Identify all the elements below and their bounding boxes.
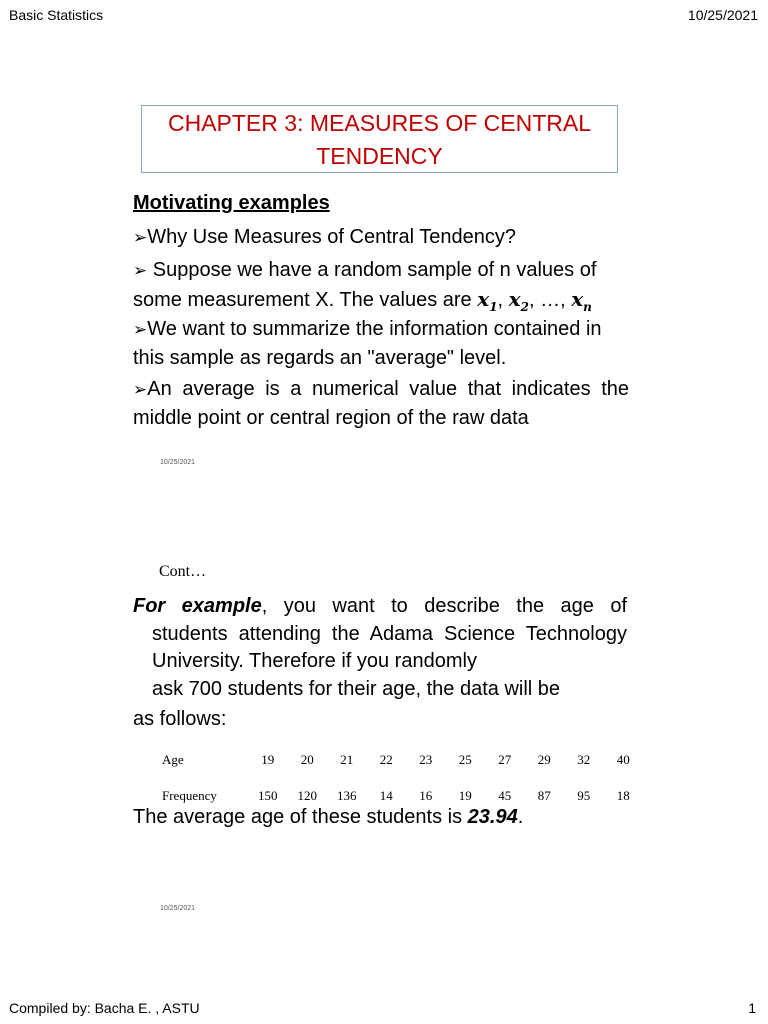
age-cell: 20 xyxy=(300,752,314,767)
frequency-cell: 14 xyxy=(379,788,393,803)
cont-label: Cont… xyxy=(159,563,207,580)
age-cell: 23 xyxy=(419,752,433,767)
frequency-cell: 150 xyxy=(258,788,278,803)
age-cell: 25 xyxy=(458,752,472,767)
age-cell: 21 xyxy=(340,752,354,767)
bullet-random-sample: ➢ Suppose we have a random sample of n values of some measurement X. The values are $x_1$, $x_2$, …, $x_n$ xyxy=(133,259,597,314)
bullet-text: Why Use Measures of Central Tendency? xyxy=(147,226,516,248)
age-cell: 29 xyxy=(537,752,551,767)
as-follows-text: as follows: xyxy=(133,708,227,730)
example-paragraph xyxy=(133,593,627,703)
frequency-cell: 87 xyxy=(537,788,551,803)
age-cell: 19 xyxy=(261,752,275,767)
table-row-age xyxy=(150,742,643,778)
bullet-text: An average is a numerical value that indicates the middle point or central region of the raw data xyxy=(133,378,629,429)
chapter-title-line1: CHAPTER 3: MEASURES OF CENTRAL xyxy=(167,110,592,136)
bullet-summarize xyxy=(133,315,629,372)
average-age-statement: The average age of these students is 23.94. xyxy=(133,806,524,828)
chapter-title-line2: TENDENCY xyxy=(316,143,443,169)
example-body: students attending the Adama Science Technology University. Therefore if you randomly xyxy=(152,622,627,672)
frequency-cell: 136 xyxy=(337,788,357,803)
frequency-cell: 95 xyxy=(577,788,591,803)
frequency-cell: 16 xyxy=(419,788,433,803)
age-row-label: Age xyxy=(162,752,184,767)
average-age-value: 23.94 xyxy=(467,806,518,828)
bullet-why-use xyxy=(133,223,629,252)
footer-compiled-by: Compiled by: Bacha E. , ASTU xyxy=(9,1000,200,1016)
age-cell: 27 xyxy=(498,752,512,767)
frequency-cell: 120 xyxy=(297,788,317,803)
arrow-bullet-icon: ➢ xyxy=(133,380,148,400)
chapter-title-box xyxy=(141,105,618,173)
frequency-cell: 19 xyxy=(458,788,472,803)
slide1-date: 10/25/2021 xyxy=(160,459,196,466)
sample-values-formula: $x_1$ xyxy=(477,287,498,314)
arrow-bullet-icon: ➢ xyxy=(133,320,148,340)
age-cell: 32 xyxy=(577,752,591,767)
page-number: 1 xyxy=(748,1000,756,1016)
frequency-row-label: Frequency xyxy=(162,788,217,803)
motivating-heading: Motivating examples xyxy=(133,192,330,214)
example-first-line: For example, you want to describe the age of xyxy=(133,595,627,617)
frequency-cell: 18 xyxy=(616,788,630,803)
age-cell: 22 xyxy=(379,752,393,767)
example-last-line: ask 700 students for their age, the data will be xyxy=(152,677,561,700)
bullet-text: We want to summarize the information contained in this sample as regards an "average" level. xyxy=(133,318,602,369)
slide2-date: 10/25/2021 xyxy=(160,905,196,912)
age-frequency-table xyxy=(150,742,643,814)
bullet-average-definition xyxy=(133,375,629,432)
arrow-bullet-icon: ➢ xyxy=(133,228,148,248)
arrow-bullet-icon: ➢ xyxy=(133,261,148,281)
bullet-text: Suppose we have a random sample of n values of some measurement X. The values are xyxy=(133,259,597,311)
header-date: 10/25/2021 xyxy=(687,7,758,23)
example-label: For example xyxy=(133,595,262,617)
frequency-cell: 45 xyxy=(498,788,512,803)
header-course-title: Basic Statistics xyxy=(9,7,104,23)
age-cell: 40 xyxy=(616,752,630,767)
